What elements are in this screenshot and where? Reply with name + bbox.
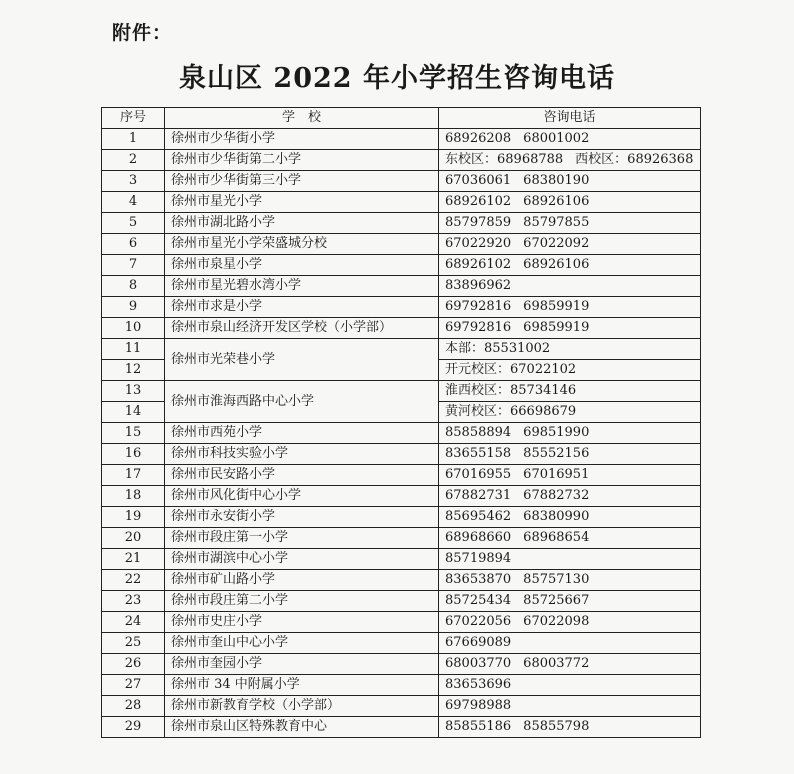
table-row [102,129,701,150]
phone-number: 68968660 [445,530,512,545]
phone-cell [439,192,701,213]
row-number: 13 [102,381,165,402]
phone-number: 69851990 [523,425,590,440]
phone-cell [439,486,701,507]
row-number: 16 [102,444,165,465]
school-name: 徐州市星光小学荣盛城分校 [165,234,439,255]
phone-cell [439,591,701,612]
table-header-row [102,108,701,129]
phone-number: 67022056 [445,614,512,629]
phone-number: 西校区：68926368 [575,152,694,167]
school-name: 徐州市奎园小学 [165,654,439,675]
phone-number: 67022098 [523,614,590,629]
row-number: 26 [102,654,165,675]
row-number: 24 [102,612,165,633]
phone-number: 67022920 [445,236,512,251]
school-name: 徐州市泉星小学 [165,255,439,276]
school-name: 徐州市风化街中心小学 [165,486,439,507]
phone-number: 67882731 [445,488,512,503]
row-number: 21 [102,549,165,570]
phone-number: 淮西校区：85734146 [445,383,577,398]
phone-number: 85797859 [445,215,512,230]
phone-cell [439,549,701,570]
phone-number: 85695462 [445,509,512,524]
school-name: 徐州市科技实验小学 [165,444,439,465]
row-number: 12 [102,360,165,381]
school-name: 徐州市段庄第二小学 [165,591,439,612]
phone-number: 69792816 [445,320,512,335]
school-name: 徐州市湖滨中心小学 [165,549,439,570]
phone-cell [439,129,701,150]
table-row [102,150,701,171]
row-number: 27 [102,675,165,696]
phone-number: 68926102 [445,194,512,209]
phone-cell [439,570,701,591]
phone-cell [439,339,701,360]
phone-cell [439,255,701,276]
row-number: 25 [102,633,165,654]
phone-cell [439,318,701,339]
phone-number: 83653870 [445,572,512,587]
phone-number: 85855186 [445,719,512,734]
table-row [102,570,701,591]
phone-number: 68003770 [445,656,512,671]
phone-cell [439,612,701,633]
phone-number: 83896962 [445,278,512,293]
contacts-table [101,107,701,738]
table-row [102,465,701,486]
school-name: 徐州市少华街第二小学 [165,150,439,171]
table-row [102,612,701,633]
phone-number: 67036061 [445,173,512,188]
phone-cell [439,234,701,255]
phone-number: 85552156 [523,446,590,461]
phone-number: 67016955 [445,467,512,482]
phone-number: 67016951 [523,467,590,482]
phone-number: 黄河校区：66698679 [445,404,577,419]
table-row [102,318,701,339]
phone-number: 本部：85531002 [445,341,551,356]
row-number: 17 [102,465,165,486]
phone-number: 67022092 [523,236,590,251]
table-row [102,528,701,549]
phone-number: 69859919 [523,299,590,314]
row-number: 1 [102,129,165,150]
row-number: 5 [102,213,165,234]
phone-cell [439,465,701,486]
table-row [102,381,701,402]
table-row [102,297,701,318]
header-school: 学 校 [165,108,439,129]
phone-number: 开元校区：67022102 [445,362,577,377]
phone-number: 83653696 [445,677,512,692]
phone-number: 68926106 [523,257,590,272]
school-name: 徐州市光荣巷小学 [165,339,439,381]
phone-number: 68926106 [523,194,590,209]
phone-number: 85858894 [445,425,512,440]
phone-number: 68926102 [445,257,512,272]
phone-number: 69792816 [445,299,512,314]
school-name: 徐州市少华街小学 [165,129,439,150]
phone-number: 67882732 [523,488,590,503]
school-name: 徐州市奎山中心小学 [165,633,439,654]
phone-number: 85719894 [445,551,512,566]
table-row [102,675,701,696]
phone-cell [439,423,701,444]
phone-cell [439,717,701,738]
table-row [102,234,701,255]
row-number: 9 [102,297,165,318]
phone-number: 69798988 [445,698,512,713]
school-name: 徐州市湖北路小学 [165,213,439,234]
table-row [102,633,701,654]
school-name: 徐州市泉山区特殊教育中心 [165,717,439,738]
school-name: 徐州市少华街第三小学 [165,171,439,192]
phone-cell [439,696,701,717]
school-name: 徐州市永安街小学 [165,507,439,528]
phone-number: 69859919 [523,320,590,335]
row-number: 10 [102,318,165,339]
table-row [102,591,701,612]
header-number: 序号 [102,108,165,129]
row-number: 7 [102,255,165,276]
row-number: 6 [102,234,165,255]
table-row [102,213,701,234]
school-name: 徐州市求是小学 [165,297,439,318]
table-row [102,192,701,213]
school-name: 徐州市星光小学 [165,192,439,213]
row-number: 22 [102,570,165,591]
row-number: 20 [102,528,165,549]
phone-number: 68926208 [445,131,512,146]
phone-number: 68003772 [523,656,590,671]
page-title: 泉山区 2022 年小学招生咨询电话 [179,63,615,94]
phone-cell [439,633,701,654]
row-number: 18 [102,486,165,507]
table-row [102,339,701,360]
phone-number: 68968654 [523,530,590,545]
table-row [102,717,701,738]
row-number: 19 [102,507,165,528]
phone-cell [439,675,701,696]
table-row [102,444,701,465]
phone-cell [439,213,701,234]
row-number: 8 [102,276,165,297]
school-name: 徐州市段庄第一小学 [165,528,439,549]
phone-number: 67669089 [445,635,512,650]
phone-number: 83655158 [445,446,512,461]
phone-cell [439,507,701,528]
table-row [102,507,701,528]
phone-number: 85855798 [523,719,590,734]
table-row [102,276,701,297]
phone-cell [439,444,701,465]
phone-cell [439,360,701,381]
phone-cell [439,297,701,318]
phone-cell [439,402,701,423]
row-number: 29 [102,717,165,738]
phone-number: 东校区：68968788 [445,152,564,167]
table-row [102,255,701,276]
phone-cell [439,171,701,192]
table-row [102,423,701,444]
row-number: 23 [102,591,165,612]
school-name: 徐州市 34 中附属小学 [165,675,439,696]
phone-cell [439,528,701,549]
phone-number: 68380990 [523,509,590,524]
row-number: 14 [102,402,165,423]
row-number: 11 [102,339,165,360]
table-row [102,696,701,717]
phone-number: 85725434 [445,593,512,608]
school-name: 徐州市新教育学校（小学部） [165,696,439,717]
table-row [102,549,701,570]
row-number: 4 [102,192,165,213]
school-name: 徐州市民安路小学 [165,465,439,486]
phone-number: 68380190 [523,173,590,188]
row-number: 3 [102,171,165,192]
school-name: 徐州市星光碧水湾小学 [165,276,439,297]
phone-number: 68001002 [523,131,590,146]
row-number: 2 [102,150,165,171]
phone-cell [439,654,701,675]
phone-cell [439,276,701,297]
phone-cell [439,381,701,402]
attachment-label: 附件： [112,22,173,44]
phone-number: 85757130 [523,572,590,587]
school-name: 徐州市泉山经济开发区学校（小学部） [165,318,439,339]
school-name: 徐州市西苑小学 [165,423,439,444]
row-number: 15 [102,423,165,444]
phone-cell [439,150,701,171]
phone-number: 85797855 [523,215,590,230]
header-phone: 咨询电话 [439,108,701,129]
table-row [102,486,701,507]
school-name: 徐州市淮海西路中心小学 [165,381,439,423]
phone-number: 85725667 [523,593,590,608]
school-name: 徐州市矿山路小学 [165,570,439,591]
table-row [102,171,701,192]
school-name: 徐州市史庄小学 [165,612,439,633]
table-row [102,654,701,675]
row-number: 28 [102,696,165,717]
